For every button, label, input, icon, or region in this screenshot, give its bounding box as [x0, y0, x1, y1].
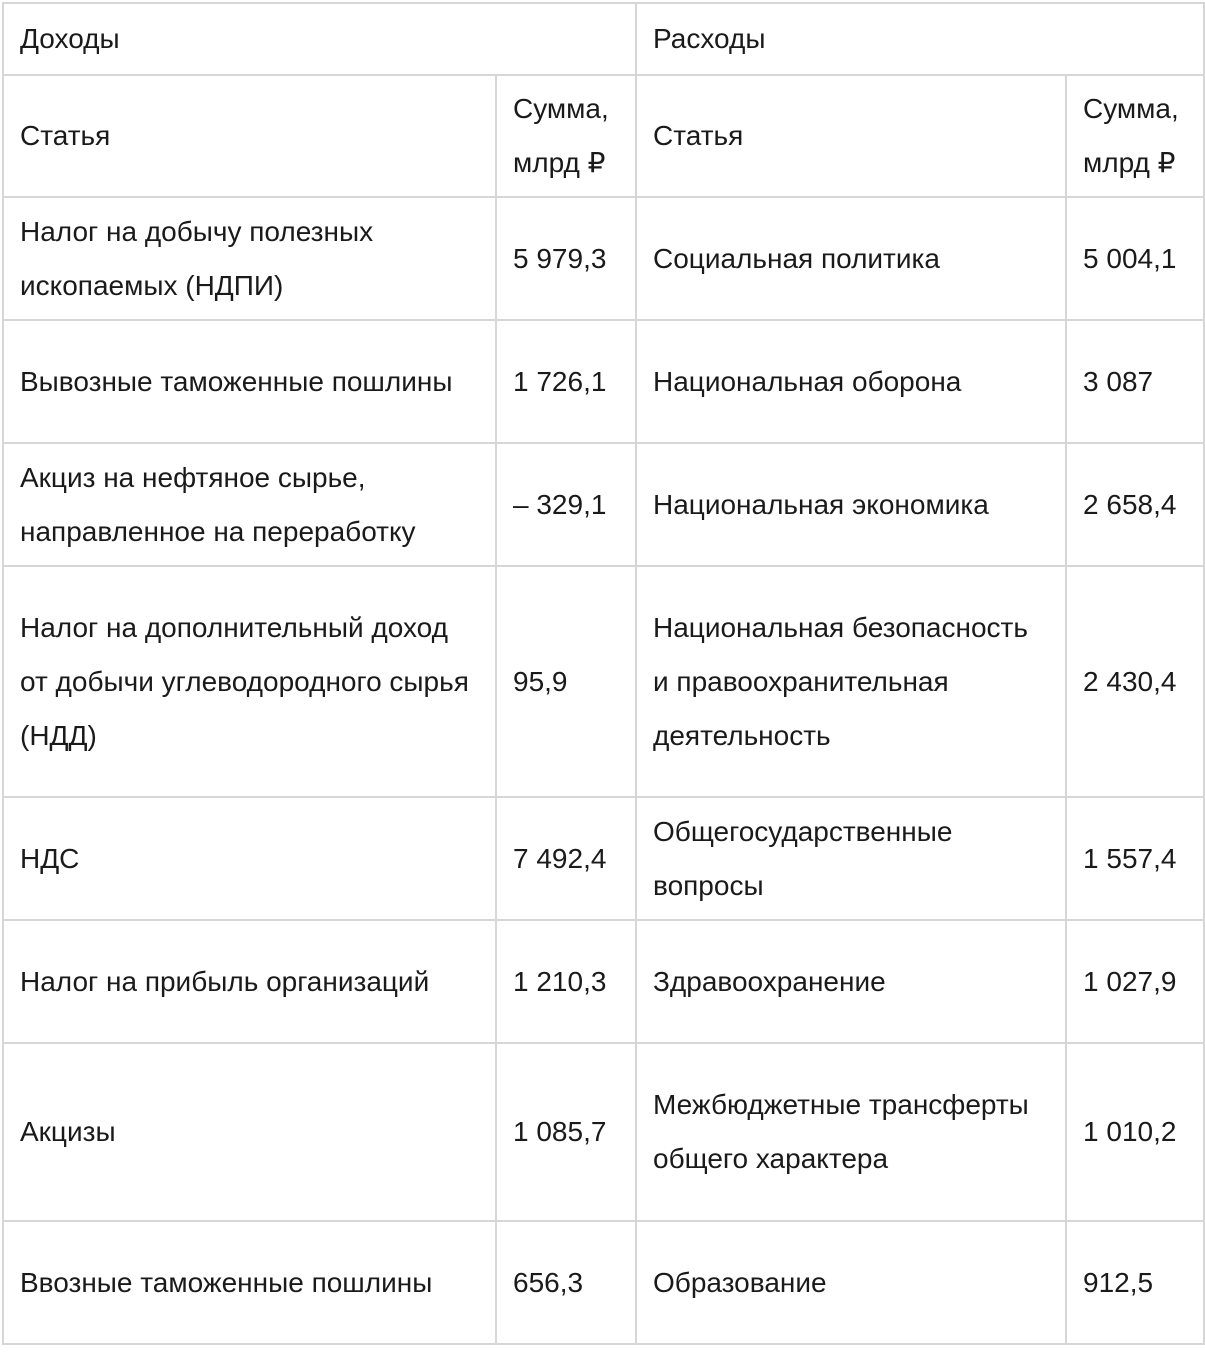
expense-sum: 912,5	[1066, 1221, 1204, 1344]
expenses-col-item-header: Статья	[636, 75, 1066, 197]
expenses-col-sum-header: Сумма, млрд ₽	[1066, 75, 1204, 197]
income-sum: 1 726,1	[496, 320, 636, 443]
table-row	[3, 797, 1204, 920]
expense-sum: 2 430,4	[1066, 566, 1204, 797]
income-sum: 95,9	[496, 566, 636, 797]
expense-item: Социальная политика	[636, 197, 1066, 320]
expense-item: Межбюджетные трансферты общего характера	[636, 1043, 1066, 1221]
section-title-row	[3, 3, 1204, 75]
table-row	[3, 197, 1204, 320]
column-header-row	[3, 75, 1204, 197]
expense-sum: 1 027,9	[1066, 920, 1204, 1043]
expense-item: Национальная оборона	[636, 320, 1066, 443]
expense-sum: 1 010,2	[1066, 1043, 1204, 1221]
expense-item: Общегосударственные вопросы	[636, 797, 1066, 920]
expenses-title: Расходы	[636, 3, 1204, 75]
income-sum: – 329,1	[496, 443, 636, 566]
expense-sum: 2 658,4	[1066, 443, 1204, 566]
income-title: Доходы	[3, 3, 636, 75]
income-sum: 1 085,7	[496, 1043, 636, 1221]
expense-sum: 5 004,1	[1066, 197, 1204, 320]
expense-item: Национальная безопасность и правоохранительная деятельность	[636, 566, 1066, 797]
table-row	[3, 566, 1204, 797]
income-item: Акциз на нефтяное сырье, направленное на переработку	[3, 443, 496, 566]
income-item: НДС	[3, 797, 496, 920]
income-sum: 1 210,3	[496, 920, 636, 1043]
expense-item: Национальная экономика	[636, 443, 1066, 566]
income-item: Налог на добычу полезных ископаемых (НДПИ)	[3, 197, 496, 320]
income-col-sum-header: Сумма, млрд ₽	[496, 75, 636, 197]
income-item: Акцизы	[3, 1043, 496, 1221]
income-col-item-header: Статья	[3, 75, 496, 197]
table-row	[3, 920, 1204, 1043]
income-item: Ввозные таможенные пошлины	[3, 1221, 496, 1344]
income-item: Вывозные таможенные пошлины	[3, 320, 496, 443]
expense-item: Образование	[636, 1221, 1066, 1344]
income-item: Налог на прибыль организаций	[3, 920, 496, 1043]
income-sum: 7 492,4	[496, 797, 636, 920]
budget-table	[2, 2, 1205, 1345]
income-sum: 656,3	[496, 1221, 636, 1344]
table-row	[3, 320, 1204, 443]
expense-item: Здравоохранение	[636, 920, 1066, 1043]
table-row	[3, 1043, 1204, 1221]
table-row	[3, 443, 1204, 566]
table-row	[3, 1221, 1204, 1344]
income-item: Налог на дополнительный доход от добычи углеводородного сырья (НДД)	[3, 566, 496, 797]
expense-sum: 1 557,4	[1066, 797, 1204, 920]
income-sum: 5 979,3	[496, 197, 636, 320]
expense-sum: 3 087	[1066, 320, 1204, 443]
